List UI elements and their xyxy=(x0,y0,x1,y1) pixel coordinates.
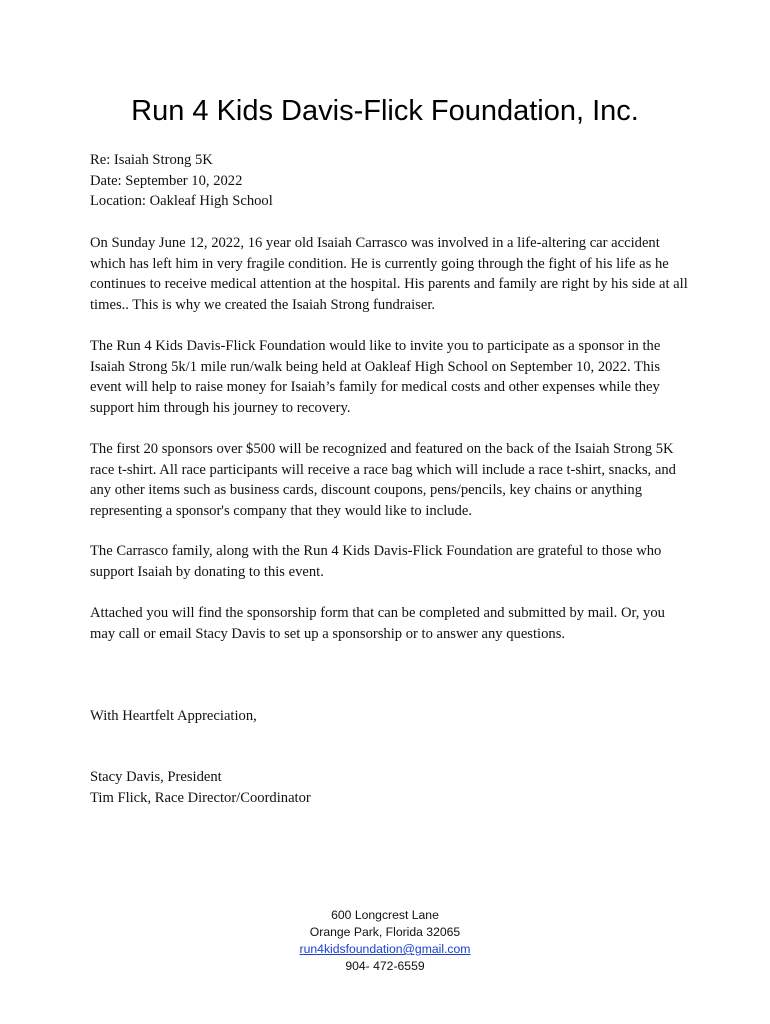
signer-president: Stacy Davis, President xyxy=(90,769,222,785)
page-title: Run 4 Kids Davis-Flick Foundation, Inc. xyxy=(131,95,639,127)
re-line: Re: Isaiah Strong 5K xyxy=(90,152,213,168)
footer-contact xyxy=(0,907,770,975)
signer-race-director: Tim Flick, Race Director/Coordinator xyxy=(90,789,311,806)
footer-email-link[interactable]: run4kidsfoundation@gmail.com xyxy=(299,942,471,956)
paragraph-invitation: The Run 4 Kids Davis-Flick Foundation would like to invite you to participate as a sponsor in the Isaiah Strong 5k/1 mile run/walk being held at Oakleaf High School on September 10, 2022. This event will help to raise money for Isaiah’s family for medical costs and other expenses while they support him through his journey to recovery. xyxy=(90,338,661,416)
footer-address-line1: 600 Longcrest Lane xyxy=(331,908,439,922)
signature-block xyxy=(90,767,690,808)
paragraph-contact: Attached you will find the sponsorship form that can be completed and submitted by mail. Or, you may call or email Stacy Davis to set up a sponsorship or to answer any questions. xyxy=(90,605,665,642)
footer-phone: 904- 472-6559 xyxy=(345,959,425,973)
letter-meta xyxy=(90,150,690,212)
paragraph-accident: On Sunday June 12, 2022, 16 year old Isaiah Carrasco was involved in a life-altering car accident which has left him in very fragile condition. He is currently going through the fight of his life as he continues to receive medical attention at the hospital. His parents and family are right by his side at all times.. This is why we created the Isaiah Strong fundraiser. xyxy=(90,235,688,313)
paragraph-gratitude: The Carrasco family, along with the Run 4 Kids Davis-Flick Foundation are grateful to those who support Isaiah by donating to this event. xyxy=(90,543,662,580)
paragraph-sponsor-benefits: The first 20 sponsors over $500 will be recognized and featured on the back of the Isaiah Strong 5K race t-shirt. All race participants will receive a race bag which will include a race t-shirt, snacks, and any other items such as business cards, discount coupons, pens/pencils, key chains or anything representing a sponsor's company that they would like to include. xyxy=(90,441,676,519)
location-line: Location: Oakleaf High School xyxy=(90,193,273,210)
closing-salutation: With Heartfelt Appreciation, xyxy=(90,708,257,724)
footer-address-line2: Orange Park, Florida 32065 xyxy=(309,925,461,939)
date-line: Date: September 10, 2022 xyxy=(90,172,243,189)
